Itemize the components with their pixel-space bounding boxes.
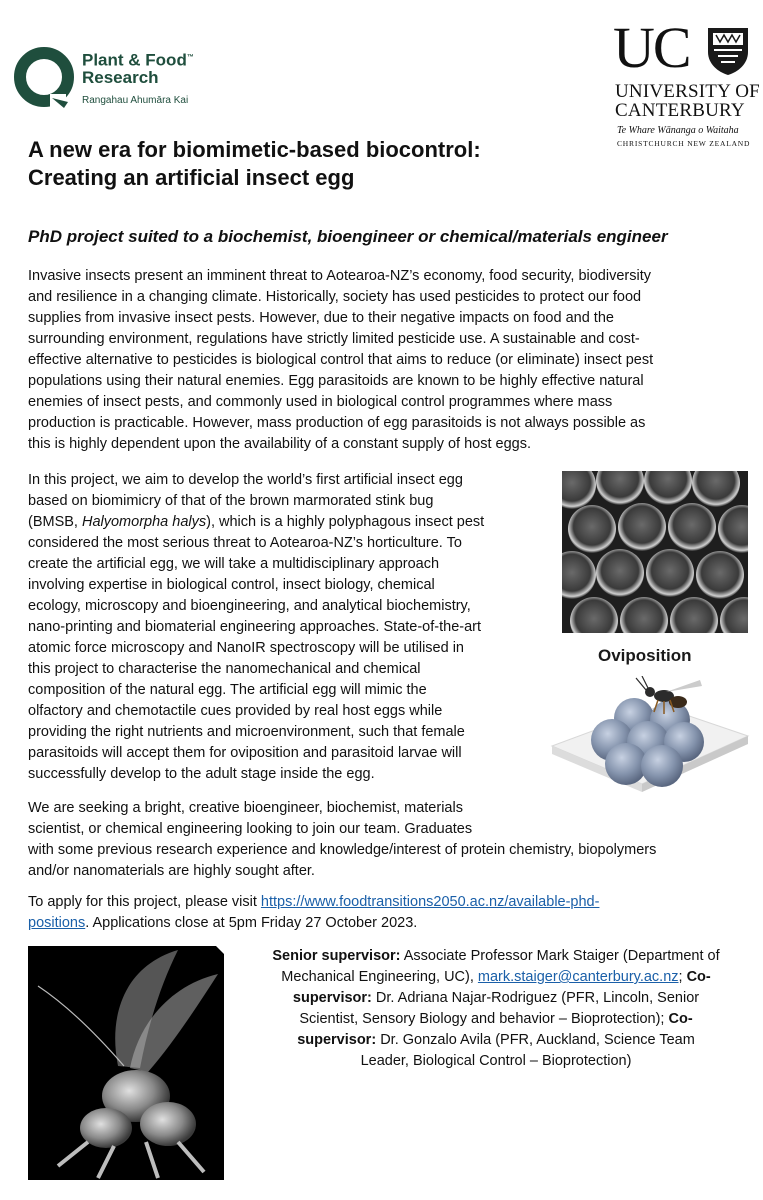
senior-supervisor-affiliation: Mechanical Engineering, UC), bbox=[281, 969, 478, 985]
title-line2: Creating an artificial insect egg bbox=[28, 165, 355, 190]
subtitle: PhD project suited to a biochemist, bioengineer or chemical/materials engineer bbox=[28, 227, 668, 246]
title-line1: A new era for biomimetic-based biocontrol: bbox=[28, 137, 481, 162]
intro-line: and resilience in a changing climate. Historically, society has used pesticides to protect our food bbox=[28, 289, 642, 305]
egg-micrograph-image bbox=[562, 471, 748, 633]
project-paragraph bbox=[28, 470, 558, 785]
separator: ; bbox=[678, 969, 687, 985]
seeking-paragraph bbox=[28, 798, 758, 882]
co-supervisor-label-cont: supervisor: bbox=[292, 990, 372, 1006]
apply-link-cont[interactable]: positions bbox=[28, 915, 86, 931]
intro-line: supplies from invasive insect pests. However, due to their negative impacts on food and the bbox=[28, 310, 614, 326]
co-supervisor2-label: Co- bbox=[668, 1011, 693, 1027]
project-line3-post: ), which is a highly polyphagous insect pest bbox=[206, 514, 485, 530]
intro-line: Invasive insects present an imminent threat to Aotearoa-NZ’s economy, food security, biodiversity bbox=[28, 268, 651, 284]
intro-line: populations using their natural enemies. Egg parasitoids are known to be highly effective natural bbox=[28, 373, 644, 389]
project-line: parasitoids will accept them for oviposition and parasitoid larvae will bbox=[28, 745, 462, 761]
project-line bbox=[28, 512, 558, 533]
wasp-micrograph-image bbox=[28, 946, 224, 1180]
project-line: based on biomimicry of that of the brown marmorated stink bug bbox=[28, 493, 434, 509]
project-line: olfactory and chemotactile cues provided by real host eggs while bbox=[28, 703, 443, 719]
apply-paragraph bbox=[28, 892, 758, 934]
co-supervisor2-label-cont: supervisor: bbox=[297, 1032, 377, 1048]
intro-paragraph bbox=[28, 266, 758, 455]
pfr-tagline: Rangahau Ahumāra Kai bbox=[82, 95, 189, 106]
supervisor-line bbox=[236, 967, 756, 988]
project-line: successfully develop to the adult stage inside the egg. bbox=[28, 766, 375, 782]
seeking-line: scientist, or chemical engineering looking to join our team. Graduates bbox=[28, 821, 473, 837]
pfr-name-line2: Research bbox=[82, 68, 159, 87]
supervisors-block bbox=[236, 946, 756, 1072]
apply-text-pre: To apply for this project, please visit bbox=[28, 894, 261, 910]
uc-maori-name: Te Whare Wānanga o Waitaha bbox=[617, 125, 739, 136]
co-supervisor1-text: Dr. Adriana Najar-Rodriguez (PFR, Lincoln, Senior bbox=[371, 990, 700, 1006]
uc-letters: UC bbox=[613, 15, 690, 80]
page-title bbox=[28, 136, 628, 192]
apply-link[interactable]: https://www.foodtransitions2050.ac.nz/available-phd- bbox=[260, 894, 600, 910]
uc-name-line2: CANTERBURY bbox=[615, 100, 745, 121]
pfr-ring-icon bbox=[12, 44, 76, 110]
supervisor-line bbox=[236, 988, 756, 1009]
project-line: ecology, microscopy and bioengineering, and analytical biochemistry, bbox=[28, 598, 471, 614]
seeking-line: with some previous research experience and knowledge/interest of protein chemistry, biopolymers bbox=[28, 842, 657, 858]
project-line: this project to characterise the nanomechanical and chemical bbox=[28, 661, 421, 677]
project-line: involving expertise in biological control, insect biology, chemical bbox=[28, 577, 435, 593]
co-supervisor-label: Co- bbox=[686, 969, 711, 985]
intro-line: effective alternative to pesticides is biological control that aims to reduce (or eliminate) insect pest bbox=[28, 352, 654, 368]
figure-caption: Oviposition bbox=[598, 646, 692, 665]
seeking-line: and/or nanomaterials are highly sought after. bbox=[28, 863, 315, 879]
apply-text-post: . Applications close at 5pm Friday 27 October 2023. bbox=[85, 915, 418, 931]
senior-supervisor-text: Associate Professor Mark Staiger (Department of bbox=[400, 948, 720, 964]
co-supervisor1-affiliation: Scientist, Sensory Biology and behavior – Bioprotection); bbox=[299, 1011, 669, 1027]
email-link[interactable]: mark.staiger@canterbury.ac.nz bbox=[477, 969, 679, 985]
supervisor-line: Leader, Biological Control – Bioprotection) bbox=[360, 1053, 632, 1069]
project-line3-pre: (BMSB, bbox=[28, 514, 82, 530]
intro-line: this is highly dependent upon the availability of a constant supply of host eggs. bbox=[28, 436, 531, 452]
pfr-logo bbox=[12, 44, 232, 114]
uc-crest-icon bbox=[706, 26, 750, 76]
supervisor-line bbox=[236, 1030, 756, 1051]
apply-line2 bbox=[28, 913, 758, 934]
project-line: create the artificial egg, we will take a multidisciplinary approach bbox=[28, 556, 440, 572]
seeking-line: We are seeking a bright, creative bioengineer, biochemist, materials bbox=[28, 800, 463, 816]
supervisor-line bbox=[236, 946, 756, 967]
senior-supervisor-label: Senior supervisor: bbox=[272, 948, 401, 964]
supervisor-line bbox=[236, 1009, 756, 1030]
project-line: nano-printing and biomaterial engineering approaches. State-of-the-art bbox=[28, 619, 482, 635]
pfr-name-line1: Plant & Food bbox=[82, 50, 187, 70]
oviposition-illustration bbox=[550, 676, 750, 794]
uc-logo bbox=[613, 15, 763, 152]
project-line: considered the most serious threat to Aotearoa-NZ’s horticulture. To bbox=[28, 535, 462, 551]
uc-city: CHRISTCHURCH NEW ZEALAND bbox=[617, 139, 751, 148]
project-line: In this project, we aim to develop the world’s first artificial insect egg bbox=[28, 472, 463, 488]
uc-name-line1: UNIVERSITY OF bbox=[615, 81, 760, 102]
intro-line: enemies of insect pests, and commonly used in biological control programmes where mass bbox=[28, 394, 613, 410]
intro-line: production is practicable. However, mass production of egg parasitoids is not always possible as bbox=[28, 415, 646, 431]
species-name: Halyomorpha halys bbox=[81, 514, 207, 530]
intro-line: surrounding environment, regulations have strictly limited pesticide use. A sustainable and cost- bbox=[28, 331, 640, 347]
project-line: composition of the natural egg. The artificial egg will mimic the bbox=[28, 682, 427, 698]
project-line: providing the right nutrients and microenvironment, such that female bbox=[28, 724, 465, 740]
pfr-tm: ™ bbox=[186, 54, 194, 61]
apply-line1 bbox=[28, 892, 758, 913]
project-line: atomic force microscopy and NanoIR spectroscopy will be utilised in bbox=[28, 640, 464, 656]
co-supervisor2-text: Dr. Gonzalo Avila (PFR, Auckland, Science Team bbox=[376, 1032, 695, 1048]
